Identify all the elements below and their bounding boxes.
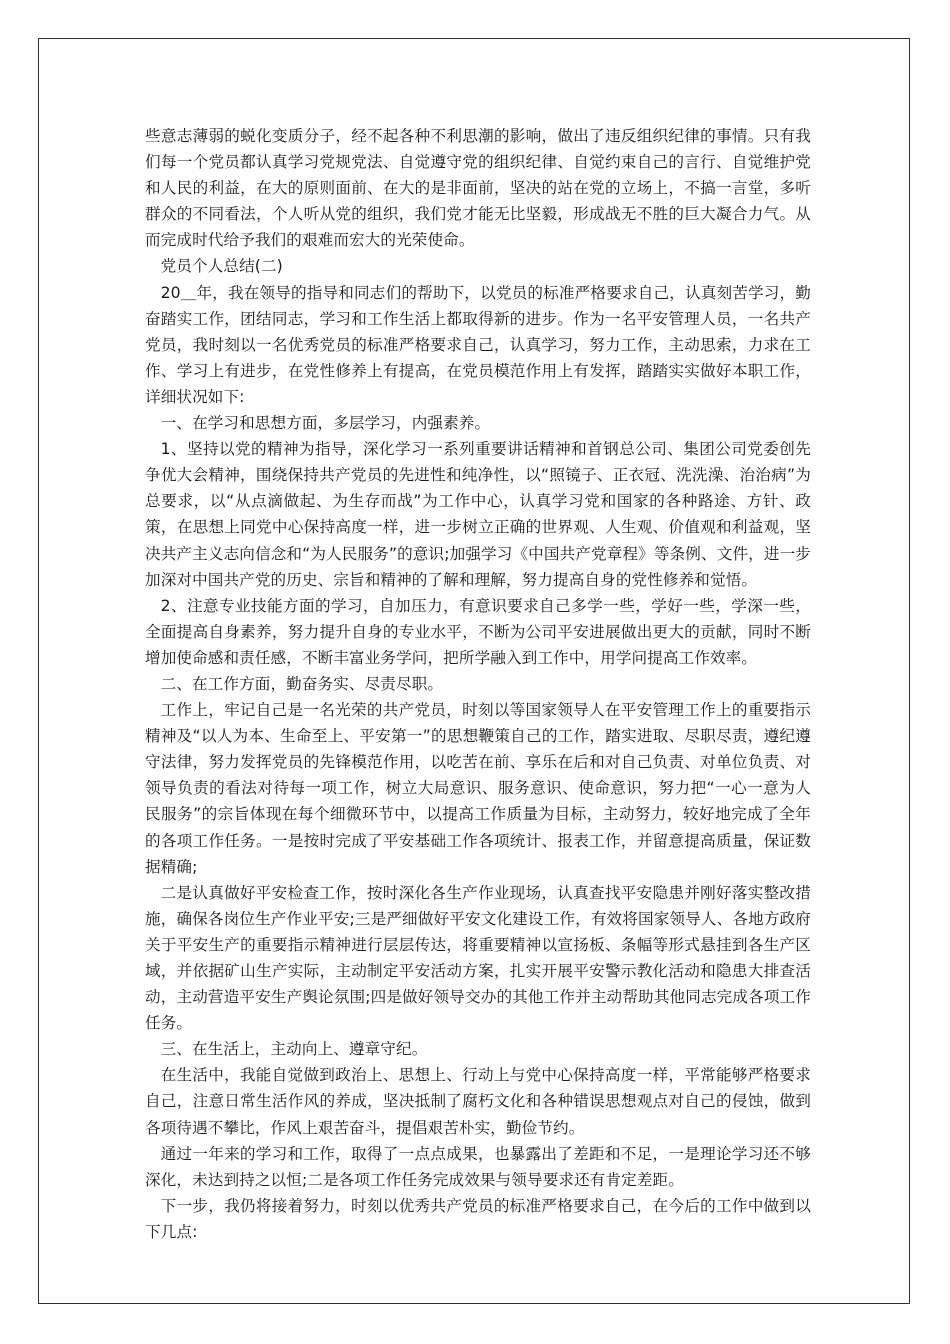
- section-heading: 一、在学习和思想方面，多层学习，内强素养。: [160, 414, 491, 433]
- paragraph-intro: 20＿年，我在领导的指导和同志们的帮助下，以党员的标准严格要求自己，认真刻苦学习，勤奋踏实工作，团结同志，学习和工作生活上都取得新的进步。作为一名平安管理人员，一名共产党员，我时刻以一名优秀党员的标准严格要求自己，认真学习，努力工作，主动思索，力求在工作、学习上有进步，在党性修养上有提高，在党员模范作用上有发挥，踏踏实实做好本职工作，详细状况如下:: [145, 283, 811, 406]
- paragraph: 工作上，牢记自己是一名光荣的共产党员，时刻以等国家领导人在平安管理工作上的重要指示精神及“以人为本、生命至上、平安第一”的思想鞭策自己的工作，踏实进取、尽职尽责，遵纪遵守法律，努力发挥党员的先锋模范作用，以吃苦在前、享乐在后和对自己负责、对单位负责、对领导负责的看法对待每一项工作，树立大局意识、服务意识、使命意识，努力把“一心一意为人民服务”的宗旨体现在每个细微环节中，以提高工作质量为目标，主动努力，较好地完成了全年的各项工作任务。一是按时完成了平安基础工作各项统计、报表工作，并留意提高质量，保证数据精确;: [145, 701, 811, 876]
- section-heading: 二、在工作方面，勤奋务实、尽责尽职。: [160, 674, 444, 693]
- paragraph: 在生活中，我能自觉做到政治上、思想上、行动上与党中心保持高度一样，平常能够严格要求自己，注意日常生活作风的养成，坚决抵制了腐朽文化和各种错误思想观点对自己的侵蚀，做到各项待遇不攀比，作风上艰苦奋斗，提倡艰苦朴实，勤俭节约。: [145, 1066, 811, 1137]
- paragraph: 通过一年来的学习和工作，取得了一点点成果，也暴露出了差距和不足，一是理论学习还不够深化，未达到持之以恒;二是各项工作任务完成效果与领导要求还有肯定差距。: [145, 1144, 811, 1189]
- document-body: [145, 123, 811, 1245]
- paragraph: 下一步，我仍将接着努力，时刻以优秀共产党员的标准严格要求自己，在今后的工作中做到以下几点:: [145, 1196, 811, 1241]
- section-heading: 三、在生活上，主动向上、遵章守纪。: [160, 1040, 428, 1059]
- section-heading: 党员个人总结(二): [160, 257, 283, 276]
- paragraph-continuation: 些意志薄弱的蜕化变质分子，经不起各种不利思潮的影响，做出了违反组织纪律的事情。只有我们每一个党员都认真学习党规党法、自觉遵守党的组织纪律、自觉约束自己的言行、自觉维护党和人民的利益，在大的原则面前、在大的是非面前，坚决的站在党的立场上，不搞一言堂，多听群众的不同看法，个人听从党的组织，我们党才能无比坚毅，形成战无不胜的巨大凝合力气。从而完成时代给予我们的艰难而宏大的光荣使命。: [145, 127, 811, 250]
- paragraph: 1、坚持以党的精神为指导，深化学习一系列重要讲话精神和首钢总公司、集团公司党委创先争优大会精神，围绕保持共产党员的先进性和纯净性，以“照镜子、正衣冠、洗洗澡、治治病”为总要求，以“从点滴做起、为生存而战”为工作中心，认真学习党和国家的各种路途、方针、政策，在思想上同党中心保持高度一样，进一步树立正确的世界观、人生观、价值观和利益观，坚决共产主义志向信念和“为人民服务”的意识;加强学习《中国共产党章程》等条例、文件，进一步加深对中国共产党的历史、宗旨和精神的了解和理解，努力提高自身的党性修养和觉悟。: [145, 440, 811, 589]
- paragraph: 二是认真做好平安检查工作，按时深化各生产作业现场，认真查找平安隐患并刚好落实整改措施，确保各岗位生产作业平安;三是严细做好平安文化建设工作，有效将国家领导人、各地方政府关于平安生产的重要指示精神进行层层传达，将重要精神以宣扬板、条幅等形式悬挂到各生产区域，并依据矿山生产实际，主动制定平安活动方案，扎实开展平安警示教化活动和隐患大排查活动，主动营造平安生产舆论氛围;四是做好领导交办的其他工作并主动帮助其他同志完成各项工作任务。: [145, 883, 811, 1033]
- paragraph: 2、注意专业技能方面的学习，自加压力，有意识要求自己多学一些，学好一些，学深一些，全面提高自身素养，努力提升自身的专业水平，不断为公司平安进展做出更大的贡献，同时不断增加使命感和责任感，不断丰富业务学问，把所学融入到工作中，用学问提高工作效率。: [145, 596, 811, 667]
